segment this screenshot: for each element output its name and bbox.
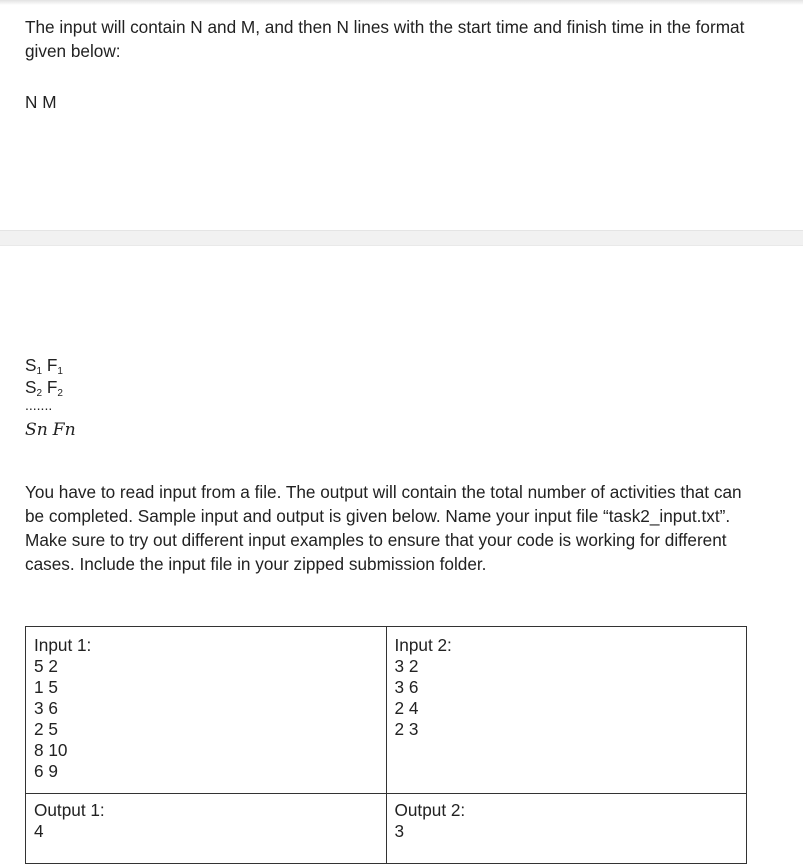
sample-io-table [25, 626, 747, 864]
sequence-ellipsis: ....... [25, 397, 53, 413]
table-row [26, 627, 747, 794]
format-header: N M [25, 92, 57, 112]
output-1-value: 4 [34, 821, 44, 841]
page-break [0, 230, 803, 246]
input-1-line: 3 6 [34, 698, 58, 718]
input-2-line: 2 3 [394, 719, 419, 739]
input-1-line: 1 5 [34, 677, 58, 697]
sequence-row-n: Sn Fn [25, 420, 76, 440]
output-2-value: 3 [394, 821, 405, 841]
sequence-row-1: $S_1$ $F_1$ [25, 355, 63, 377]
table-row [26, 794, 747, 864]
input-2-line: 3 2 [394, 656, 419, 676]
description-paragraph: You have to read input from a file. The output will contain the total number of activities that can be completed. Sample input and output is given below. Name your input file “task2_input.txt”. Make sure to try out different input examples to ensure that your code is working for different cases. Include the input file in your zipped submission folder. [25, 482, 742, 574]
input-2-cell [386, 627, 747, 794]
input-2-line: 2 4 [394, 698, 419, 718]
output-2-label: Output 2: [394, 800, 466, 820]
input-1-line: 2 5 [34, 719, 58, 739]
sequence-row-2: $S_2$ $F_2$ [25, 377, 63, 399]
intro-paragraph: The input will contain N and M, and then N lines with the start time and finish time in the format given below: [25, 17, 745, 61]
output-1-cell [26, 794, 387, 864]
input-2-line: 3 6 [394, 677, 419, 697]
input-1-cell [26, 627, 387, 794]
output-1-label: Output 1: [34, 800, 105, 820]
input-1-label: Input 1: [34, 635, 92, 655]
input-1-line: 5 2 [34, 656, 58, 676]
input-1-line: 6 9 [34, 761, 58, 781]
input-format-sequence [25, 354, 76, 440]
page-top-edge [0, 0, 803, 5]
input-1-line: 8 10 [34, 740, 68, 760]
output-2-cell [386, 794, 747, 864]
input-2-label: Input 2: [394, 635, 452, 655]
